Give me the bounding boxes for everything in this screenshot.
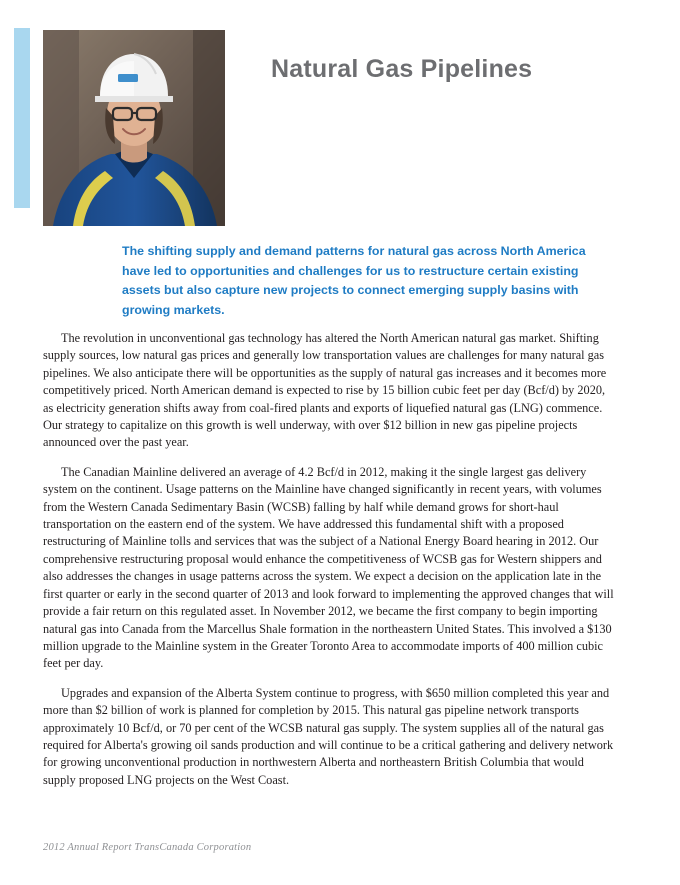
- body-paragraph: Upgrades and expansion of the Alberta System continue to progress, with $650 million completed this year and more than $2 billion of work is planned for completion by 2015. This natural gas pipeline network transports approximately 10 Bcf/d, or 70 per cent of the WCSB natural gas supply. The system supplies all of the natural gas required for Alberta's growing oil sands production and will continue to be a critical gathering and delivery network for growing unconventional production in northwestern Alberta and northeastern British Columbia that would supply proposed LNG projects on the West Coast.: [43, 685, 614, 787]
- left-accent-bar: [14, 28, 30, 208]
- worker-portrait-photo: [43, 30, 225, 226]
- body-paragraph: The revolution in unconventional gas technology has altered the North American natural gas market. Shifting supply sources, low natural gas prices and generally low transportation values are challenges for many natural gas pipelines. We also anticipate there will be opportunities as the supply of natural gas increases and it becomes more competitively priced. North American demand is expected to rise by 15 billion cubic feet per day (Bcf/d) by 2020, as electricity generation shifts away from coal-fired plants and exports of liquefied natural gas (LNG) commence. Our strategy to capitalize on this growth is well underway, with over $12 billion in new gas pipeline projects announced over the past year.: [43, 331, 607, 450]
- page-title: Natural Gas Pipelines: [271, 54, 533, 83]
- lead-paragraph: The shifting supply and demand patterns for natural gas across North America have led to opportunities and challenges for us to restructure certain existing assets but also capture new projects to connect emerging supply basins with growing markets.: [122, 244, 586, 317]
- page-footer: 2012 Annual Report TransCanada Corporation: [43, 842, 252, 853]
- body-paragraph: The Canadian Mainline delivered an average of 4.2 Bcf/d in 2012, making it the single largest gas delivery system on the continent. Usage patterns on the Mainline have changed significantly in recent years, with volumes from the Western Canada Sedimentary Basin (WCSB) falling by half while demand grows for short-haul transportation on the eastern end of the system. We have addressed this fundamental shift with a proposed restructuring of Mainline tolls and services that was the subject of a National Energy Board hearing in 2012. Our comprehensive restructuring proposal would enhance the competitiveness of WCSB gas for Western shippers and also addresses the changes in usage patterns across the system. We expect a decision on the application late in the first quarter or early in the second quarter of 2013 and look forward to implementing the approved changes that will provide a fair return on this regulated asset. In November 2012, we became the first company to begin importing natural gas into Canada from the Marcellus Shale formation in the northeastern United States. This involved a $130 million upgrade to the Mainline system in the Greater Toronto Area to accommodate imports of 400 million cubic feet per day.: [43, 464, 614, 671]
- body-text: [43, 330, 617, 801]
